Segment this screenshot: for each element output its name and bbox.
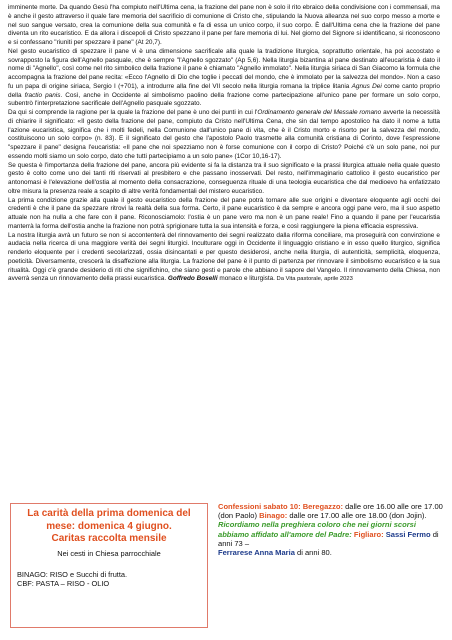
article-paragraph: imminente morte. Da quando Gesù l'ha compiuto nell'Ultima cena, la frazione del pane non è solo il rito ebraico della condivisione con i commensali, ma è anche il gesto attraverso il quale fare memoria del sacrificio di comunione di Cristo che, stipulando la Nuova alleanza nel suo corpo messo a morte e nel suo sangue versato, crea la comunione della sua comunità e fa di essa un unico corpo, il suo corpo. È dall'Ultima cena che la frazione del pane diventa un rito eucaristico. E da allora i discepoli di Cristo spezzano il pane per fare memoria di lui. Nel giorno del Signore si identificano, si riconoscono e si confessano "riuniti per spezzare il pane" (At 20,7).	[8, 4, 440, 46]
deceased-age: di anni 80.	[294, 548, 332, 558]
italic-run: Ordinamento generale del Messale romano	[257, 109, 382, 116]
article-paragraph: Se questa è l'importanza della frazione del pane, ancora più evidente si fa la distanza tra il suo significato e la prassi liturgica attuale nella quale questo gesto è colto come uno dei tanti riti riservati al presbitero e che passano inosservati. Del resto, nell'immaginario cattolico il gesto eucaristico per antonomasi è l'elevazione dell'ostia al momento della consacrazione, conseguenza rituale di una teologia eucaristica che dal medioevo ha enfatizzato oltre misura la presenza reale a scapito di altre verità fondamentali del mistero eucaristico.	[8, 161, 440, 195]
text-run: avverte la necessità di chiarire il significato: «Il gesto della frazione del pane, compiuto da Cristo nell'Ultima Cena, che sin dal tempo apostolico ha dato il nome a tutta l'azione eucaristica, significa che i molti fedeli, nella Comunione dall'unico pane di vita, che è il Cristo morto e risorto per la salvezza del mondo, costituiscono un solo corpo» (n. 83). E il significato del gesto che l'apostolo Paolo trasmette alla comunità cristiana di Corinto, dove l'espressione "spezzare il pane" designa l'eucaristia: «Il pane che noi spezziamo non è forse comunione con il corpo di Cristo? Poiché c'è un solo pane, noi pur essendo molti siamo un solo corpo, dato che tutti partecipiamo a un solo pane» (1Cor 10,16-17).	[8, 109, 440, 160]
charity-title-line: La carità della prima domenica del	[27, 508, 191, 519]
text-run: dalle ore 17.00 alle ore 18.00 (don Jojin).	[287, 511, 427, 521]
article-body	[8, 4, 440, 284]
deceased-name: Ferrarese Anna Maria	[218, 548, 295, 558]
charity-title-line: mese: domenica 4 giugno.	[46, 520, 172, 532]
charity-box	[10, 503, 208, 628]
article-paragraph	[8, 109, 440, 162]
prayer-notice	[218, 520, 446, 548]
deceased-age: di anni 73 –	[218, 529, 439, 548]
charity-cbf: CBF: PASTA – RISO - OLIO	[17, 579, 110, 589]
italic-run: Agnus Dei	[351, 82, 382, 90]
place-figliaro: Figliaro:	[351, 529, 384, 539]
confession-schedule	[218, 502, 446, 520]
text-run: monaco e liturgista.	[217, 275, 275, 283]
text-run: Da qui si comprende la ragione per la quale la frazione del pane è uno dei punti in cui l'	[8, 109, 258, 116]
charity-title-line: Caritas raccolta mensile	[51, 533, 167, 544]
confession-lead: Confessioni sabato 10:	[218, 502, 303, 511]
text-run: come canto proprio della	[8, 82, 440, 99]
text-run: La nostra liturgia avrà un futuro se non si accontenterà del rinnovamento dei segni realizzato dalla riforma conciliare, ma proseguirà con convinzione e audacia nella ricerca di una maggiore verità dei segni liturgici. Inculturare oggi in Occidente il linguaggio cristiano e in esso quello liturgico, significa renderlo eloquente per i credenti secolarizzati, ossia disincantati e per questo desiderosi, anche nella liturgia, di autenticità, semplicità, eloquenza, poeticità. Diversamente, crescerà la disaffezione alla liturgia. La frazione del pane è il punto di partenza per rinnovare il simbolismo eucaristico e la sua ritualità. Oggi c'è grande desiderio di riti che significhino, che siano gesti e parole che abbiano il sapore del Vangelo. Il rinnovamento della Chiesa, non avverrà senza un rinnovamento della prassi eucaristica.	[8, 231, 440, 283]
article-paragraph	[8, 48, 440, 109]
place-binago: Binago:	[259, 511, 288, 521]
confession-notice	[218, 502, 446, 557]
place-beregazzo: Beregazzo:	[302, 502, 343, 511]
author-signature: Goffredo Boselli	[167, 275, 218, 283]
article-paragraph: La prima condizione grazie alla quale il gesto eucaristico della frazione del pane potrà tornare alle sue origini e diventare eloquente agli occhi dei credenti è che il pane da spezzare ritrovi la realtà della sua forma. Certo, il pane eucaristico è da sempre e ancora oggi pane vero, ma il suo aspetto attuale non ha nulla a che fare con il pane. Riconosciamolo: l'ostia è un pane vero ma non è un pane reale! Fino a quando il pane per l'eucaristia manterrà la forma dell'ostia anche la frazione non potrà sprigionare tutta la sua intensità e forza, e così raggiungere la piena efficacia espressiva.	[8, 196, 440, 230]
text-run: Nel gesto eucaristico di spezzare il pane vi è una dimensione sacrificale alla quale la tradizione liturgica, soprattutto orientale, ha poi accostato e sovrapposto la figura dell'Agnello pasquale, che è sempre "l'Agnello sgozzato" (Ap 5,6). Nella liturgia bizantina al pane destinato all'eucaristia è dato il nome di "Agnello", così come nel rito simbolico della frazione il pane è chiamato "Agnello immolato". Nella liturgia siriaca di San Giacomo la formula che accompagna la frazione del pane recita: «Ecco l'Agnello di Dio che toglie i peccati del mondo, che è immolato per la salvezza del mondo». Non a caso fu un papa di origine siriaca, Sergio I (+701), a introdurre alla fine del VII secolo nella liturgia romana la triplice litania	[8, 47, 440, 90]
charity-binago: BINAGO: RISO e Succhi di frutta.	[17, 569, 128, 579]
prayer-text: Ricordiamo nella preghiera coloro che nei giorni scorsi abbiamo affidato all'amore del Padre:	[218, 520, 416, 539]
text-run: . Così, anche in Occidente al simbolismo paolino della frazione come partecipazione all'unico pane per formare un solo corpo, subentrò l'interpretazione sacrificale dell'Agnello pasquale sgozzato.	[8, 91, 440, 108]
article-paragraph	[8, 232, 440, 285]
text-run: dalle ore 16.00 alle ore 17.00 (don Paolo)	[218, 502, 443, 521]
source-citation: Da Vita pastorale, aprile 2023	[274, 276, 353, 283]
deceased-name: Sassi Fermo	[383, 529, 431, 539]
charity-note: Nei cesti in Chiesa parrocchiale	[57, 548, 161, 558]
prayer-notice-continued	[218, 548, 446, 557]
italic-run: fractio panis	[24, 91, 61, 99]
